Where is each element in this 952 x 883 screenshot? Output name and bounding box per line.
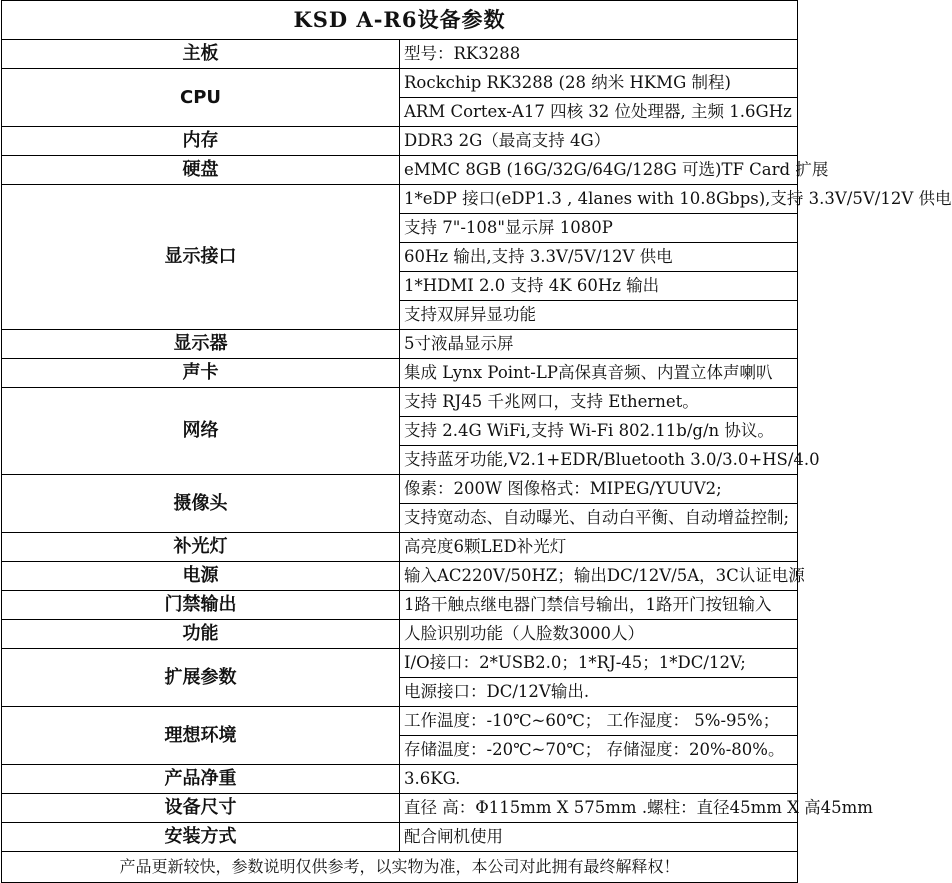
row-value: eMMC 8GB (16G/32G/64G/128G 可选)TF Card 扩展 [400, 156, 798, 185]
row-label: 安装方式 [2, 823, 400, 852]
row-value: 支持 7"-108"显示屏 1080P [400, 214, 798, 243]
row-value: 1路干触点继电器门禁信号输出，1路开门按钮输入 [400, 591, 798, 620]
row-label: 声卡 [2, 359, 400, 388]
table-row [2, 620, 798, 649]
row-value: 像素：200W 图像格式：MIPEG/YUUV2; [400, 475, 798, 504]
row-label: 功能 [2, 620, 400, 649]
table-row [2, 40, 798, 69]
row-value: 人脸识别功能（人脸数3000人） [400, 620, 798, 649]
row-label: 产品净重 [2, 765, 400, 794]
table-row [2, 794, 798, 823]
row-label: 硬盘 [2, 156, 400, 185]
row-value: 5寸液晶显示屏 [400, 330, 798, 359]
row-label: 门禁输出 [2, 591, 400, 620]
row-value: 支持蓝牙功能,V2.1+EDR/Bluetooth 3.0/3.0+HS/4.0 [400, 446, 798, 475]
row-label: 显示器 [2, 330, 400, 359]
row-label: 电源 [2, 562, 400, 591]
table-row [2, 823, 798, 852]
row-value: 存储温度：-20℃~70℃； 存储湿度：20%-80%。 [400, 736, 798, 765]
row-label: 设备尺寸 [2, 794, 400, 823]
row-value: Rockchip RK3288 (28 纳米 HKMG 制程) [400, 69, 798, 98]
row-value: 1*eDP 接口(eDP1.3 , 4lanes with 10.8Gbps),支持 3.3V/5V/12V 供电 [400, 185, 798, 214]
row-value: 支持宽动态、自动曝光、自动白平衡、自动增益控制; [400, 504, 798, 533]
row-value: 3.6KG. [400, 765, 798, 794]
row-value: DDR3 2G（最高支持 4G） [400, 127, 798, 156]
table-row [2, 388, 798, 417]
row-value: 型号：RK3288 [400, 40, 798, 69]
footer-row [2, 852, 798, 883]
table-row [2, 707, 798, 736]
row-label: 补光灯 [2, 533, 400, 562]
table-row [2, 649, 798, 678]
row-label: 摄像头 [2, 475, 400, 533]
table-row [2, 562, 798, 591]
row-label: 主板 [2, 40, 400, 69]
spec-table [1, 0, 952, 883]
table-row [2, 127, 798, 156]
row-label: 显示接口 [2, 185, 400, 330]
row-value: 支持双屏异显功能 [400, 301, 798, 330]
row-value: 高亮度6颗LED补光灯 [400, 533, 798, 562]
table-row [2, 591, 798, 620]
row-value: 支持 2.4G WiFi,支持 Wi-Fi 802.11b/g/n 协议。 [400, 417, 798, 446]
table-row [2, 330, 798, 359]
table-row [2, 765, 798, 794]
row-value: 60Hz 输出,支持 3.3V/5V/12V 供电 [400, 243, 798, 272]
table-row [2, 156, 798, 185]
page-title: KSD A-R6设备参数 [2, 1, 798, 40]
disclaimer-note: 产品更新较快，参数说明仅供参考，以实物为准，本公司对此拥有最终解释权！ [2, 852, 798, 883]
row-label: 理想环境 [2, 707, 400, 765]
row-value: 直径 高：Φ115mm X 575mm .螺柱：直径45mm X 高45mm [400, 794, 798, 823]
table-row [2, 359, 798, 388]
row-label: 网络 [2, 388, 400, 475]
table-row [2, 69, 798, 98]
table-row [2, 475, 798, 504]
row-value: I/O接口：2*USB2.0；1*RJ-45；1*DC/12V; [400, 649, 798, 678]
table-row [2, 185, 798, 214]
row-value: ARM Cortex-A17 四核 32 位处理器, 主频 1.6GHz [400, 98, 798, 127]
row-value: 支持 RJ45 千兆网口，支持 Ethernet。 [400, 388, 798, 417]
row-label: 扩展参数 [2, 649, 400, 707]
row-value: 输入AC220V/50HZ；输出DC/12V/5A，3C认证电源 [400, 562, 798, 591]
row-value: 集成 Lynx Point-LP高保真音频、内置立体声喇叭 [400, 359, 798, 388]
row-value: 工作温度：-10℃~60℃； 工作湿度： 5%-95%； [400, 707, 798, 736]
spec-table-body [2, 1, 952, 883]
title-row [2, 1, 798, 40]
row-value: 1*HDMI 2.0 支持 4K 60Hz 输出 [400, 272, 798, 301]
row-label: 内存 [2, 127, 400, 156]
row-label: CPU [2, 69, 400, 127]
table-row [2, 533, 798, 562]
row-value: 配合闸机使用 [400, 823, 798, 852]
row-value: 电源接口：DC/12V输出. [400, 678, 798, 707]
